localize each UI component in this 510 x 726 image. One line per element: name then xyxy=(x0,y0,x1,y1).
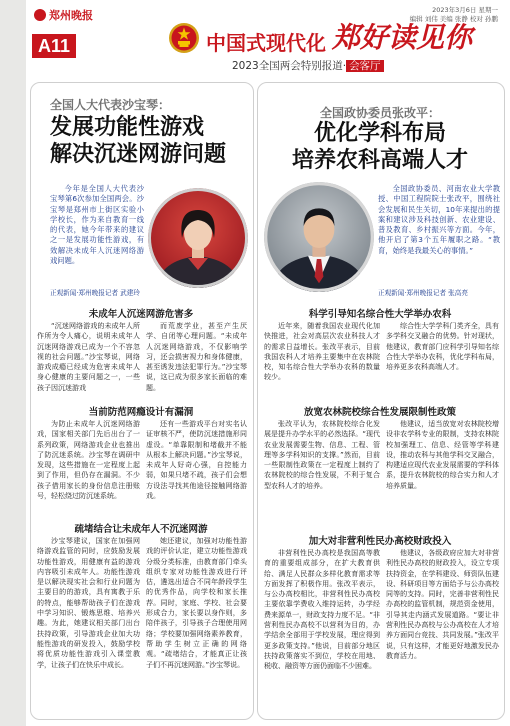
section-heading: 科学引导知名综合性大学举办农科 xyxy=(308,309,452,320)
article-headline-line1: 优化学科布局 xyxy=(313,120,446,146)
newspaper-logo xyxy=(34,7,93,23)
section-heading: 当前防范网瘾设计有漏洞 xyxy=(88,407,194,418)
body-column: 张改平认为，农林院校综合化发展是提升办学水平的必然选择。“现代农业发展需要生物、信息、工程、管理等多学科知识的支撑。”然而，目前一些限制性政策在一定程度上制约了农林院校的综合性发展，不利于复合型农科人才的培养。 xyxy=(264,420,380,490)
section-heading: 加大对非营利性民办高校财政投入 xyxy=(308,536,452,547)
body-column: 近年来，随着我国农业现代化加快推进，社会对高层次农业科技人才的需求日益增长。张改平表示，目前我国农科人才培养主要集中在农林院校，知名综合性大学举办农科的数量较少。 xyxy=(264,322,380,382)
page-edge-strip xyxy=(0,0,26,726)
section-heading: 放宽农林院校综合性发展限制性政策 xyxy=(303,407,456,418)
national-emblem-icon xyxy=(168,22,200,54)
section-heading: 疏堵结合让未成年人不沉迷网游 xyxy=(74,524,208,535)
portrait-woman-icon xyxy=(148,188,248,288)
column-tag: 会客厅 xyxy=(346,60,384,72)
body-column: 非营利性民办高校是我国高等教育的重要组成部分，在扩大教育供给、满足人民群众多样化教育需求等方面发挥了积极作用。张改平表示，与公办高校相比，非营利性民办高校主要依靠学费收入维持运转，办学经费来源单一，财政支持力度不足。“非营利性民办高校不以营利为目的，办学结余全部用于学校发展，理应得到更多政策支持。”他说，目前部分地区扶持政策落实不到位，学校在用地、税收、融资等方面仍面临不少困难。 xyxy=(264,549,380,671)
page-number: A11 xyxy=(32,34,76,58)
body-column: 为防止未成年人沉迷网络游戏，国家相关部门先后出台了一系列政策，网络游戏企业也推出了防沉迷系统。沙宝琴在调研中发现，这些措施在一定程度上起到了作用，但仍存在漏洞。不少孩子借用家长的身份信息注册账号，轻松绕过防沉迷系统。 xyxy=(37,420,140,501)
article-headline-line1: 发展功能性游戏 xyxy=(50,114,205,140)
editor-credits: 编辑 刘伟 美编 张静 校对 孙鹏 xyxy=(409,15,498,23)
newspaper-logo-icon xyxy=(34,9,46,21)
body-column: 沙宝琴建议，国家在加强网络游戏监管的同时，应鼓励发展功能性游戏，用健康有益的游戏内容吸引未成年人。功能性游戏是以解决现实社会和行业问题为主要目的的游戏，具有寓教于乐的特点，能够帮助孩子们在游戏中学习知识、锻炼思维、培养兴趣。为此，她建议相关部门出台扶持政策，引导游戏企业加大功能性游戏的研发投入，鼓励学校将优质功能性游戏引入课堂教学，让孩子们在快乐中成长。 xyxy=(37,537,140,669)
article-byline: 正观新闻·郑州晚报记者 武建玲 xyxy=(50,289,140,297)
article-kicker: 全国人大代表沙宝琴： xyxy=(50,98,171,112)
section-heading: 未成年人沉迷网游危害多 xyxy=(88,309,194,320)
article-intro: 今年是全国人大代表沙宝琴第6次参加全国两会。沙宝琴是郑州市上街区实验小学校长，作为来自教育一线的代表，她今年带来的建议之一是发展功能性游戏，有效解决未成年人沉迷网络游戏问题。 xyxy=(50,184,144,266)
column-title-text: 2023全国两会特别报道· xyxy=(232,60,347,72)
issue-date: 2023年3月6日 星期一 xyxy=(432,6,498,14)
special-slogan xyxy=(206,16,472,56)
article-intro: 全国政协委员、河南农业大学教授、中国工程院院士张改平，围绕社会发展和民生关切，10年来提出的提案和建议涉及科技创新、农业建设、普及教育、乡村振兴等方面。今年，他开启了第3个五年履职之路。“教育，始终是我最关心的事情。” xyxy=(378,184,500,255)
body-column: 还有一些游戏平台对实名认证审核不严，使防沉迷措施形同虚设。“单靠限制和堵截并不能从根本上解决问题。”沙宝琴说，未成年人好奇心强，自控能力弱，如果只堵不疏，孩子们会想方设法寻找其他途径接触网络游戏。 xyxy=(146,420,247,501)
article-headline-line2: 培养农科高端人才 xyxy=(291,147,468,173)
column-title xyxy=(232,58,384,73)
portrait-man-icon xyxy=(264,182,374,292)
body-column: 综合性大学学科门类齐全，具有多学科交叉融合的优势。针对现状，他建议，教育部门应科学引导知名综合性大学举办农科，优化学科布局，培养更多农科高端人才。 xyxy=(386,322,499,372)
body-column: 他建议，适当放宽对农林院校增设非农学科专业的限制，支持农林院校加强理工、信息、经管等学科建设，推动农科与其他学科交叉融合，构建适应现代农业发展需要的学科体系，提升农林院校的综合实力和人才培养质量。 xyxy=(386,420,499,490)
slogan-main: 中国式现代化 xyxy=(206,31,326,55)
slogan-accent: 郑好读见你 xyxy=(332,21,473,54)
article-byline: 正观新闻·郑州晚报记者 张高亮 xyxy=(378,289,468,297)
body-column: 他建议，各级政府应加大对非营利性民办高校的财政投入，设立专项扶持资金，在学科建设、师资队伍建设、科研项目等方面给予与公办高校同等的支持。同时，完善非营利性民办高校的监管机制，规范资金使用，引导其走内涵式发展道路。“要让非营利性民办高校与公办高校在人才培养方面同台竞技、共同发展。”张改平说，只有这样，才能更好地激发民办教育活力。 xyxy=(386,549,499,660)
article-kicker: 全国政协委员张改平： xyxy=(319,106,440,120)
body-column: 而荒废学业，甚至产生厌学、自闭等心理问题。“未成年人沉迷网络游戏，不仅影响学习，还会损害视力和身体健康，甚至诱发违法犯罪行为。”沙宝琴说，这已成为很多家长面临的难题。 xyxy=(146,322,247,392)
body-column: 她还建议，加强对功能性游戏的评价认定，建立功能性游戏分级分类标准，由教育部门牵头组织专家对功能性游戏进行评估，遴选出适合不同年龄段学生的优秀作品，向学校和家长推荐。同时，家庭、学校、社会要形成合力，家长要以身作则，多陪伴孩子，引导孩子合理使用网络；学校要加强网络素养教育，帮助学生树立正确的网络观。“疏堵结合，才能真正让孩子们不再沉迷网游。”沙宝琴说。 xyxy=(146,537,247,669)
article-headline-line2: 解决沉迷网游问题 xyxy=(50,141,227,167)
paper-name: 郑州晚报 xyxy=(49,9,93,22)
body-column: “沉迷网络游戏的未成年人所作所为令人痛心，说明未成年人沉迷网络游戏已成为一个不容忽视的社会问题。”沙宝琴说，网络游戏成瘾已经成为危害未成年人身心健康的主要问题之一，一些孩子因沉迷游戏 xyxy=(37,322,140,392)
